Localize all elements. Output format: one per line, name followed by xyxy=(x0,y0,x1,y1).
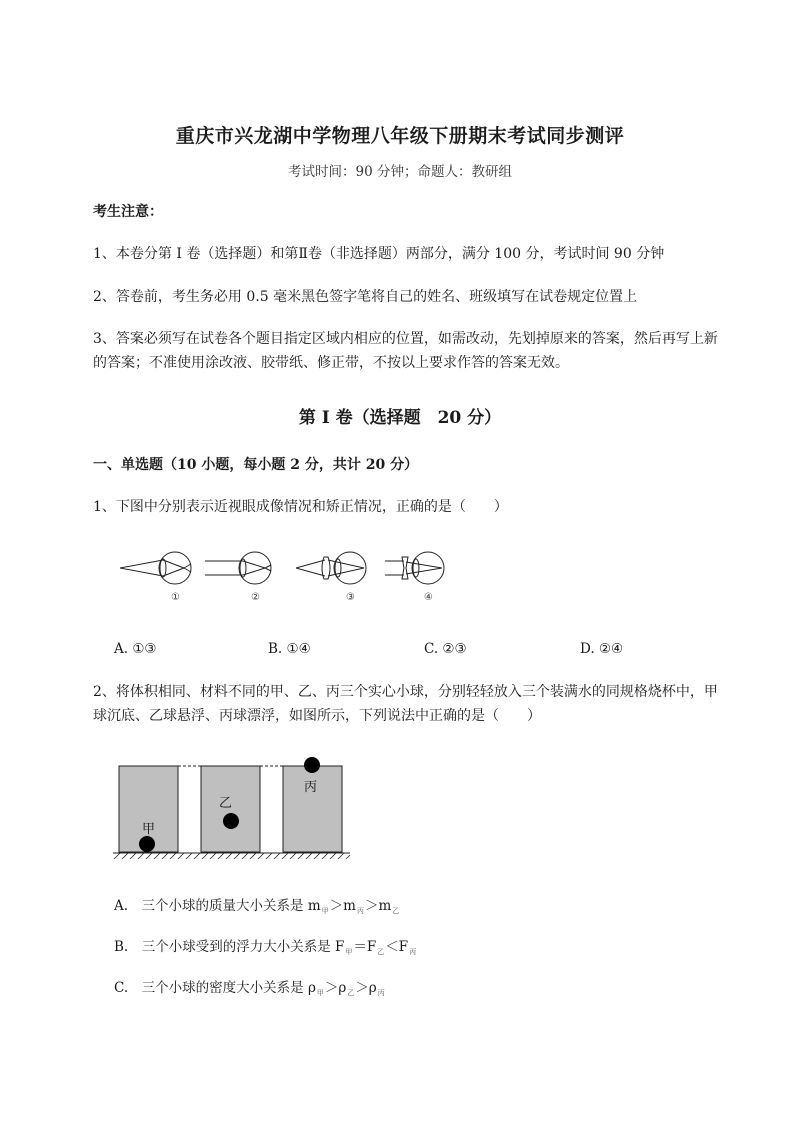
q2-option-b[interactable]: B. 三个小球受到的浮力大小关系是 $F_甲=F_乙<F_丙$ xyxy=(114,939,417,956)
eye-label-2: ② xyxy=(251,592,260,603)
part-heading: 一、单选题（10 小题，每小题 2 分，共计 20 分） xyxy=(93,457,419,473)
question-2-stem-line1: 2、将体积相同、材料不同的甲、乙、丙三个实心小球，分别轻轻放入三个装满水的同规格烧杯中，甲 xyxy=(93,684,718,700)
q2-option-a[interactable]: A. 三个小球的质量大小关系是 $m_甲>m_丙>m_乙$ xyxy=(114,898,400,915)
beaker-figure xyxy=(110,753,355,863)
q1-option-b[interactable]: B. ①④ xyxy=(268,641,311,657)
ball-bing xyxy=(304,757,320,773)
section-title: 第 I 卷（选择题 20 分） xyxy=(298,408,502,428)
label-yi: 乙 xyxy=(219,796,233,811)
eye-diagram-3 xyxy=(296,552,366,584)
q2-option-c[interactable]: C. 三个小球的密度大小关系是 $\rho_甲>\rho_乙>\rho_丙$ xyxy=(114,980,385,997)
ball-yi xyxy=(223,813,239,829)
q1-option-d[interactable]: D. ②④ xyxy=(580,641,624,657)
q1-option-c[interactable]: C. ②③ xyxy=(424,641,467,657)
eye-label-3: ③ xyxy=(346,592,355,603)
notice-heading: 考生注意： xyxy=(93,204,163,220)
page-subtitle: 考试时间：90 分钟；命题人：教研组 xyxy=(288,164,512,180)
ball-jia xyxy=(139,836,155,852)
label-jia: 甲 xyxy=(142,822,156,837)
notice-item-1: 1、本卷分第 I 卷（选择题）和第Ⅱ卷（非选择题）两部分，满分 100 分，考试时间 90 分钟 xyxy=(93,246,665,262)
notice-item-2: 2、答卷前，考生务必用 0.5 毫米黑色签字笔将自己的姓名、班级填写在试卷规定位置上 xyxy=(93,289,638,305)
label-bing: 丙 xyxy=(304,780,318,795)
question-1-stem: 1、下图中分别表示近视眼成像情况和矫正情况，正确的是（ ） xyxy=(93,499,508,515)
beaker-3 xyxy=(283,766,342,852)
q1-option-a[interactable]: A. ①③ xyxy=(114,641,157,657)
eye-label-4: ④ xyxy=(424,592,433,603)
page-title: 重庆市兴龙湖中学物理八年级下册期末考试同步测评 xyxy=(175,125,625,147)
eye-diagram-2 xyxy=(205,552,271,584)
notice-item-3-cont: 的答案；不准使用涂改液、胶带纸、修正带，不按以上要求作答的答案无效。 xyxy=(93,355,569,371)
eye-diagram-4 xyxy=(385,552,444,584)
eye-label-1: ① xyxy=(171,592,180,603)
notice-item-3: 3、答案必须写在试卷各个题目指定区域内相应的位置，如需改动，先划掉原来的答案，然后再写上新 xyxy=(93,331,718,347)
eye-diagram-1 xyxy=(120,552,191,584)
eye-diagram-figure xyxy=(110,543,470,609)
question-2-stem-line2: 球沉底、乙球悬浮、丙球漂浮，如图所示，下列说法中正确的是（ ） xyxy=(93,708,541,724)
